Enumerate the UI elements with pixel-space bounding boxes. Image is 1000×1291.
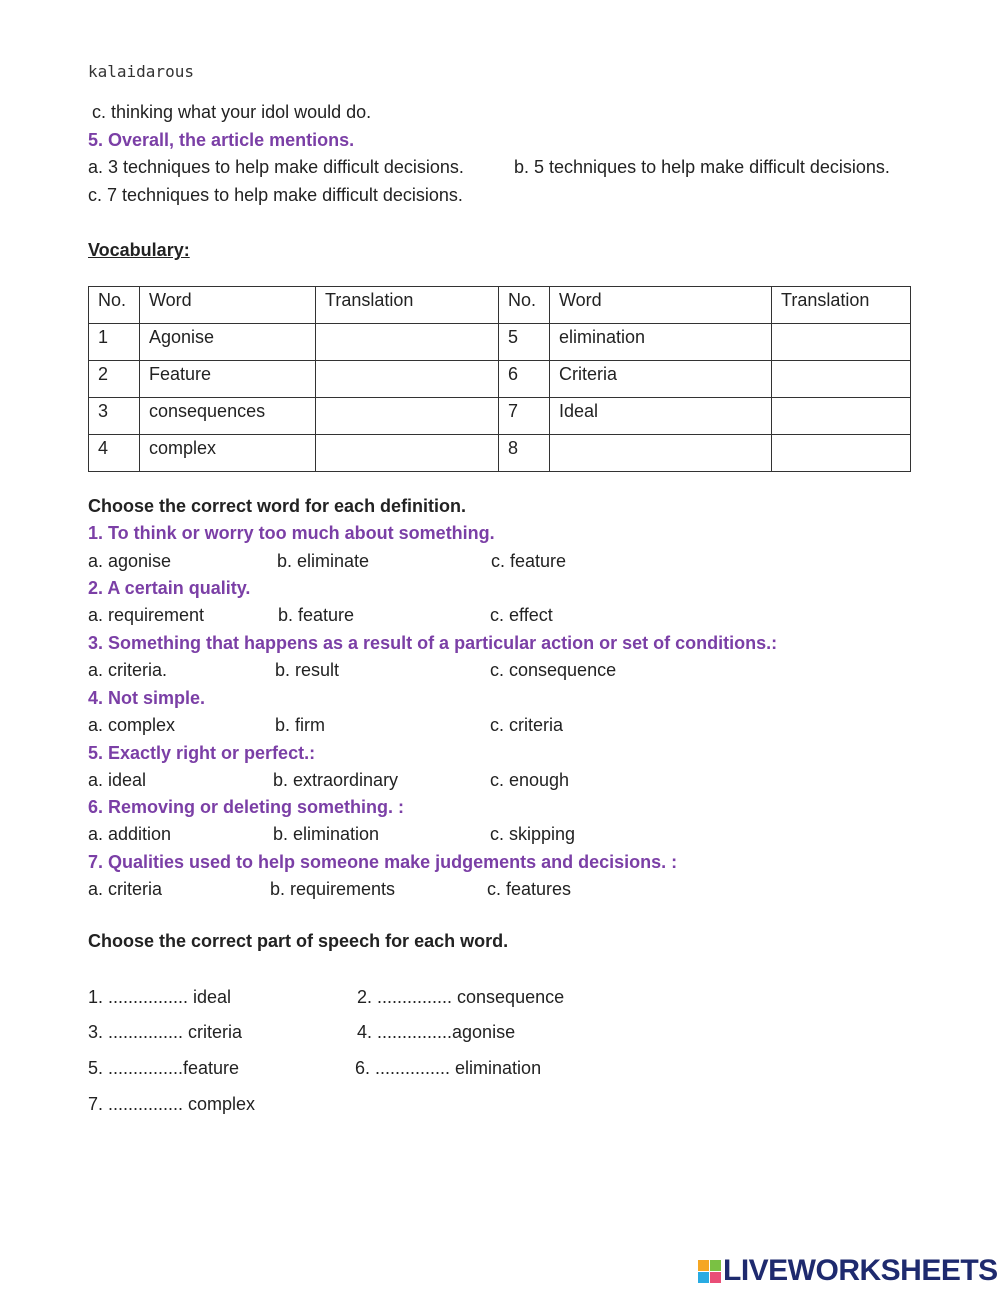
def7-option-b[interactable]: b. requirements: [270, 879, 396, 899]
q5-option-c: c. 7 techniques to help make difficult decisions.: [88, 185, 463, 205]
logo-block-3: [698, 1272, 709, 1283]
logo-block-1: [698, 1260, 709, 1271]
q5-option-a: a. 3 techniques to help make difficult decisions.: [88, 157, 464, 177]
def4-option-a[interactable]: a. complex: [88, 715, 176, 735]
question-5: 5. Overall, the article mentions.: [88, 130, 355, 150]
table-row: [89, 398, 911, 435]
cell-no: 7: [499, 398, 550, 435]
pos-item-2[interactable]: 2. ............... consequence: [357, 987, 565, 1007]
q5-option-b: b. 5 techniques to help make difficult decisions.: [514, 157, 890, 177]
pos-item-1[interactable]: 1. ................ ideal: [88, 987, 232, 1007]
def1-option-c[interactable]: c. feature: [491, 551, 567, 571]
pos-item-4[interactable]: 4. ...............agonise: [357, 1022, 516, 1042]
def6-option-a[interactable]: a. addition: [88, 824, 172, 844]
def1-option-a[interactable]: a. agonise: [88, 551, 172, 571]
author-name: kalaidarous: [88, 62, 194, 81]
cell-no: 8: [499, 435, 550, 472]
vocabulary-table: [88, 286, 911, 472]
cell-translation[interactable]: [316, 361, 499, 398]
cell-translation[interactable]: [772, 398, 911, 435]
def6-option-c[interactable]: c. skipping: [490, 824, 576, 844]
cell-no: 3: [89, 398, 140, 435]
def5-option-b[interactable]: b. extraordinary: [273, 770, 399, 790]
cell-no: 2: [89, 361, 140, 398]
header-word: Word: [140, 287, 316, 324]
cell-translation[interactable]: [316, 398, 499, 435]
def7-option-a[interactable]: a. criteria: [88, 879, 163, 899]
cell-translation[interactable]: [316, 324, 499, 361]
def3-option-b[interactable]: b. result: [275, 660, 340, 680]
cell-translation[interactable]: [772, 361, 911, 398]
parts-of-speech-heading: Choose the correct part of speech for each word.: [88, 931, 509, 951]
cell-no: 5: [499, 324, 550, 361]
cell-translation[interactable]: [772, 435, 911, 472]
header-translation: Translation: [772, 287, 911, 324]
def4-option-b[interactable]: b. firm: [275, 715, 326, 735]
def2-option-c[interactable]: c. effect: [490, 605, 553, 625]
definition-question-4: 4. Not simple.: [88, 688, 206, 708]
logo-text: LIVEWORKSHEETS: [723, 1254, 998, 1287]
def3-option-c[interactable]: c. consequence: [490, 660, 617, 680]
cell-word: Agonise: [140, 324, 316, 361]
header-translation: Translation: [316, 287, 499, 324]
logo-blocks-icon: [698, 1260, 721, 1283]
vocabulary-heading: Vocabulary:: [88, 240, 190, 260]
cell-word: Criteria: [550, 361, 772, 398]
def5-option-a[interactable]: a. ideal: [88, 770, 147, 790]
header-no: No.: [89, 287, 140, 324]
cell-no: 4: [89, 435, 140, 472]
cell-word: consequences: [140, 398, 316, 435]
header-no: No.: [499, 287, 550, 324]
cell-word: elimination: [550, 324, 772, 361]
def3-option-a[interactable]: a. criteria.: [88, 660, 168, 680]
table-row: [89, 324, 911, 361]
option-c-text: c. thinking what your idol would do.: [92, 102, 372, 122]
definitions-heading: Choose the correct word for each definition.: [88, 496, 467, 516]
def1-option-b[interactable]: b. eliminate: [277, 551, 370, 571]
cell-translation[interactable]: [772, 324, 911, 361]
table-row: [89, 361, 911, 398]
pos-item-3[interactable]: 3. ............... criteria: [88, 1022, 243, 1042]
header-word: Word: [550, 287, 772, 324]
def5-option-c[interactable]: c. enough: [490, 770, 570, 790]
cell-translation[interactable]: [316, 435, 499, 472]
table-header-row: [89, 287, 911, 324]
def6-option-b[interactable]: b. elimination: [273, 824, 380, 844]
def7-option-c[interactable]: c. features: [487, 879, 572, 899]
def4-option-c[interactable]: c. criteria: [490, 715, 564, 735]
def2-option-b[interactable]: b. feature: [278, 605, 355, 625]
logo-block-2: [710, 1260, 721, 1271]
cell-word: Feature: [140, 361, 316, 398]
logo-block-4: [710, 1272, 721, 1283]
definition-question-7: 7. Qualities used to help someone make judgements and decisions. :: [88, 852, 678, 872]
def2-option-a[interactable]: a. requirement: [88, 605, 205, 625]
cell-word: complex: [140, 435, 316, 472]
definition-question-2: 2. A certain quality.: [88, 578, 251, 598]
cell-word[interactable]: [550, 435, 772, 472]
pos-item-5[interactable]: 5. ...............feature: [88, 1058, 240, 1078]
table-row: [89, 435, 911, 472]
cell-no: 6: [499, 361, 550, 398]
definition-question-1: 1. To think or worry too much about something.: [88, 523, 495, 543]
definition-question-3: 3. Something that happens as a result of a particular action or set of conditions.:: [88, 633, 778, 653]
cell-word: Ideal: [550, 398, 772, 435]
definition-question-6: 6. Removing or deleting something. :: [88, 797, 405, 817]
cell-no: 1: [89, 324, 140, 361]
pos-item-6[interactable]: 6. ............... elimination: [355, 1058, 542, 1078]
definition-question-5: 5. Exactly right or perfect.:: [88, 743, 316, 763]
liveworksheets-logo: [698, 1254, 998, 1288]
pos-item-7[interactable]: 7. ............... complex: [88, 1094, 256, 1114]
